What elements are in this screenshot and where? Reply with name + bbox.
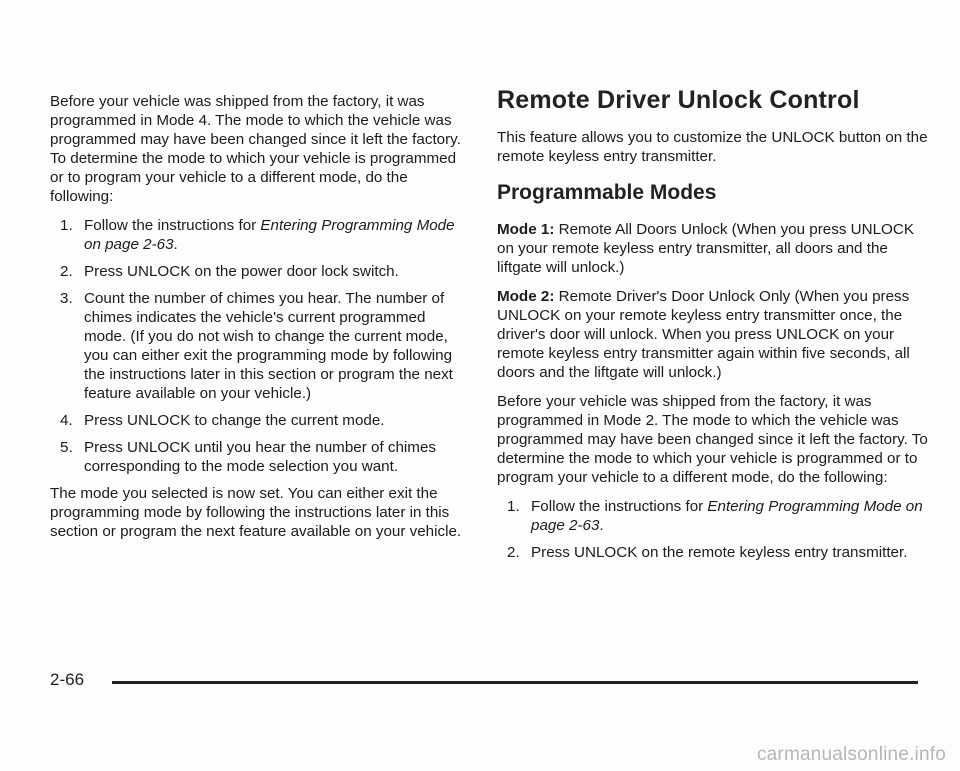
list-item [60,289,470,403]
list-item [60,438,470,476]
step-tail: . [599,517,604,534]
step-tail: . [173,236,178,253]
list-item [507,497,929,535]
step-number: 2. [507,544,520,561]
step-number: 3. [60,290,73,307]
step-number: 2. [60,263,73,280]
footer-divider [112,681,918,684]
list-item [60,216,470,254]
list-item [507,543,929,562]
step-number: 4. [60,412,73,429]
cross-reference-link[interactable]: Entering Programming Mode on page 2-63 [531,498,923,534]
mode-label: Mode 2: [497,288,555,305]
mode-text: Remote All Doors Unlock (When you press UNLOCK on your remote keyless entry transmitter, all doors and the liftgate will unlock.) [497,221,914,276]
right-column [497,84,929,570]
section-title: Remote Driver Unlock Control [497,86,860,114]
left-steps-list [60,216,470,476]
mode-2-paragraph [497,287,929,382]
feature-description: This feature allows you to customize the UNLOCK button on the remote keyless entry transmitter. [497,129,928,165]
right-steps-list [507,497,929,562]
step-text: Press UNLOCK until you hear the number of chimes corresponding to the mode selection you want. [84,439,436,475]
mode-text: Remote Driver's Door Unlock Only (When you press UNLOCK on your remote keyless entry transmitter once, the driver's door will unlock. When you press UNLOCK on your remote keyless entry transmitter again within five seconds, all doors and the liftgate will unlock.) [497,288,910,381]
step-text: Follow the instructions for [84,217,261,234]
step-text: Press UNLOCK on the remote keyless entry transmitter. [531,544,908,561]
page-number: 2-66 [50,670,85,689]
mode-label: Mode 1: [497,221,555,238]
cross-reference-link[interactable]: Entering Programming Mode on page 2-63 [84,217,455,253]
left-intro-paragraph: Before your vehicle was shipped from the factory, it was programmed in Mode 4. The mode to which the vehicle was programmed may have been changed since it left the factory. To determine the mode to which your vehicle is programmed or to program your vehicle to a different mode, do the following: [50,93,461,205]
step-number: 1. [507,498,520,515]
left-closing-paragraph: The mode you selected is now set. You can either exit the programming mode by following the instructions later in this section or program the next feature available on your vehicle. [50,485,462,540]
watermark: carmanualsonline.info [756,744,946,765]
list-item [60,262,470,281]
right-intro-paragraph: Before your vehicle was shipped from the factory, it was programmed in Mode 2. The mode to which the vehicle was programmed may have been changed since it left the factory. To determine the mode to which your vehicle is programmed or to program your vehicle to a different mode, do the following: [497,393,928,486]
step-text: Press UNLOCK to change the current mode. [84,412,385,429]
step-text: Press UNLOCK on the power door lock switch. [84,263,399,280]
section-subtitle: Programmable Modes [497,181,717,204]
list-item [60,411,470,430]
left-column [50,92,470,541]
step-number: 1. [60,217,73,234]
step-number: 5. [60,439,73,456]
step-text: Count the number of chimes you hear. The number of chimes indicates the vehicle's current programmed mode. (If you do not wish to change the current mode, you can either exit the programming mode by following the instructions later in this section or program the next feature available on your vehicle.) [84,290,453,402]
mode-1-paragraph [497,220,929,277]
step-text: Follow the instructions for [531,498,708,515]
